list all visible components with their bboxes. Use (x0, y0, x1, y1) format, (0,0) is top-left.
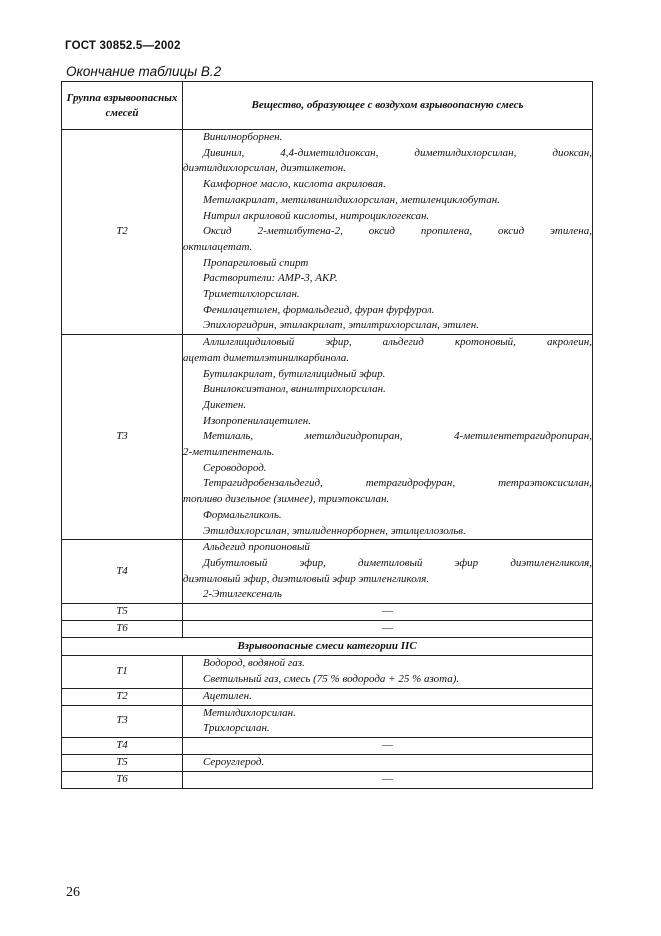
table-row-t5 (62, 604, 593, 621)
substance-cell (183, 737, 593, 754)
substance-line: Бутилакрилат, бутилглицидный эфир. (203, 367, 386, 380)
group-cell: Т3 (62, 705, 183, 737)
table-caption: Окончание таблицы В.2 (66, 64, 222, 79)
substance-line: Трихлорсилан. (203, 722, 270, 735)
substance-line: Изопропенилацетилен. (203, 414, 311, 427)
substance-line: Светильный газ, смесь (75 % водорода + 25 % азота). (203, 672, 460, 685)
substance-line: Альдегид пропионовый (203, 541, 310, 554)
substance-line: Формальгликоль. (203, 508, 282, 521)
table-row-iic-t4 (62, 737, 593, 754)
table-row-t4 (62, 540, 593, 604)
substance-cell (183, 656, 593, 688)
group-cell: Т4 (62, 737, 183, 754)
empty-dash: — (382, 622, 393, 635)
empty-dash: — (382, 739, 393, 752)
substance-cell (183, 771, 593, 788)
substance-line: Пропаргиловый спирт (203, 256, 309, 269)
table-row-iic-t5 (62, 754, 593, 771)
substance-line: Аллилглицидиловый эфир, альдегид кротоновый, акролеин, (203, 336, 592, 349)
substance-cell (183, 754, 593, 771)
substance-line: Оксид 2-метилбутена-2, оксид пропилена, оксид этилена, (203, 225, 592, 238)
substance-line: 2-метилпентеналь. (183, 446, 275, 459)
substance-line: 2-Этилгексеналь (203, 588, 282, 601)
substance-line: Дикетен. (203, 398, 247, 411)
substance-line: диэтиловый эфир, диэтиловый эфир этиленгликоля. (183, 572, 430, 585)
substance-line: ацетат диметилэтинилкарбинола. (183, 351, 350, 364)
substance-cell (183, 604, 593, 621)
group-cell: Т5 (62, 604, 183, 621)
substance-line: Тетрагидробензальдегид, тетрагидрофуран, тетраэтоксисилан, (203, 477, 592, 490)
column-header-group: Группа взрывоопасных смесей (62, 82, 183, 130)
substance-line: Ацетилен. (203, 689, 252, 702)
substance-line: Винилнорборнен. (203, 131, 283, 143)
substance-table (61, 81, 593, 789)
substance-line: Винилоксиэтанол, винилтрихлорсилан. (203, 383, 386, 396)
group-cell: Т4 (62, 540, 183, 604)
substance-line: Сероводород. (203, 461, 267, 474)
table-row-iic-t3 (62, 705, 593, 737)
substance-line: Нитрил акриловой кислоты, нитроциклогексан. (203, 209, 430, 222)
substance-line: Эпихлоргидрин, этилакрилат, этилтрихлорсилан, этилен. (203, 319, 479, 332)
substance-line: диэтилдихлорсилан, диэтилкетон. (183, 162, 346, 175)
substance-line: Фенилацетилен, формальдегид, фуран фурфурол. (203, 303, 435, 316)
group-cell: Т3 (62, 335, 183, 540)
table-row-iic-t2 (62, 688, 593, 705)
group-cell: Т1 (62, 656, 183, 688)
substance-line: Сероуглерод. (203, 756, 265, 769)
group-cell: Т2 (62, 688, 183, 705)
section-header-row (62, 638, 593, 656)
substance-line: Растворители: АМР-3, АКР. (203, 272, 338, 285)
standard-code: ГОСТ 30852.5—2002 (65, 40, 181, 52)
substance-cell (183, 335, 593, 540)
substance-line: Метилакрилат, метилвинилдихлорсилан, метиленциклобутан. (203, 193, 500, 206)
substance-cell (183, 130, 593, 335)
substance-line: Дибутиловый эфир, диметиловый эфир диэтиленгликоля, (203, 556, 592, 569)
table-row-t6 (62, 621, 593, 638)
substance-line: Метилаль, метилдигидропиран, 4-метилентетрагидропиран, (203, 430, 592, 443)
table-header-row (62, 82, 593, 130)
substance-line: Метилдихлорсилан. (203, 706, 296, 719)
substance-cell (183, 621, 593, 638)
group-cell: Т6 (62, 621, 183, 638)
substance-line: Этилдихлорсилан, этилиденнорборнен, этилцеллозольв. (203, 524, 466, 537)
group-cell: Т2 (62, 130, 183, 335)
substance-cell (183, 688, 593, 705)
page-number: 26 (66, 885, 80, 900)
empty-dash: — (382, 773, 393, 786)
table-row-t2 (62, 130, 593, 335)
column-header-substance: Вещество, образующее с воздухом взрывоопасную смесь (183, 82, 593, 130)
empty-dash: — (382, 605, 393, 618)
table-row-iic-t6 (62, 771, 593, 788)
substance-cell (183, 540, 593, 604)
group-cell: Т5 (62, 754, 183, 771)
substance-line: Водород, водяной газ. (203, 657, 305, 670)
substance-line: Дивинил, 4,4-диметилдиоксан, диметилдихлорсилан, диоксан, (203, 146, 592, 159)
group-cell: Т6 (62, 771, 183, 788)
section-title: Взрывоопасные смеси категории IIС (62, 638, 593, 656)
table-row-t3 (62, 335, 593, 540)
substance-line: Камфорное масло, кислота акриловая. (203, 178, 386, 191)
substance-line: топливо дизельное (зимнее), триэтоксилан. (183, 493, 390, 506)
substance-line: Триметилхлорсилан. (203, 288, 300, 301)
substance-line: октилацетат. (183, 240, 253, 253)
table-row-iic-t1 (62, 656, 593, 688)
substance-cell (183, 705, 593, 737)
